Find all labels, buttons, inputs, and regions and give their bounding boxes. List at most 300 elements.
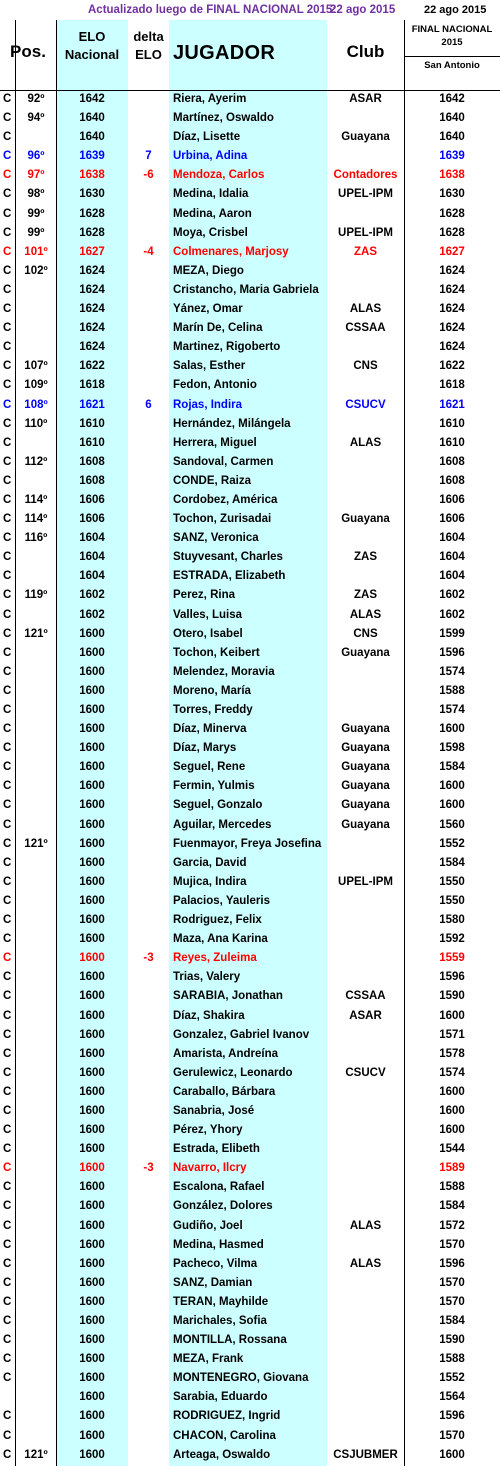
table-row xyxy=(0,930,500,949)
row-flag: C xyxy=(3,1429,12,1442)
row-elo: 1600 xyxy=(79,780,105,793)
table-row xyxy=(0,796,500,815)
table-row xyxy=(0,758,500,777)
row-player-name: Garcia, David xyxy=(173,856,247,869)
row-position: 110º xyxy=(24,417,48,430)
row-elo: 1606 xyxy=(79,513,105,526)
row-position: 114º xyxy=(24,513,48,526)
table-row xyxy=(0,586,500,605)
row-player-name: Aguilar, Mercedes xyxy=(173,818,272,831)
table-row xyxy=(0,166,500,185)
row-final-elo: 1552 xyxy=(439,837,465,850)
row-flag: C xyxy=(3,570,12,583)
table-row xyxy=(0,472,500,491)
row-player-name: Gudiño, Joel xyxy=(173,1219,243,1232)
row-player-name: Martinez, Rigoberto xyxy=(173,341,281,354)
table-row xyxy=(0,1293,500,1312)
row-flag: C xyxy=(3,933,12,946)
row-final-elo: 1621 xyxy=(439,398,465,411)
row-flag: C xyxy=(3,1353,12,1366)
row-club: Contadores xyxy=(333,169,398,182)
table-row xyxy=(0,1102,500,1121)
row-elo: 1604 xyxy=(79,570,105,583)
row-final-elo: 1588 xyxy=(439,684,465,697)
table-row xyxy=(0,835,500,854)
row-final-elo: 1624 xyxy=(439,303,465,316)
row-final-elo: 1600 xyxy=(439,1124,465,1137)
header-delta-line1: delta xyxy=(133,29,164,44)
row-flag: C xyxy=(3,818,12,831)
row-final-elo: 1552 xyxy=(439,1372,465,1385)
table-row xyxy=(0,1159,500,1178)
row-club: Guayana xyxy=(341,723,390,736)
row-elo: 1600 xyxy=(79,1143,105,1156)
row-flag: C xyxy=(3,1315,12,1327)
row-flag: C xyxy=(3,627,12,640)
row-flag: C xyxy=(3,1047,12,1060)
table-row xyxy=(0,1369,500,1388)
row-player-name: Torres, Freddy xyxy=(173,704,253,716)
table-row xyxy=(0,911,500,930)
update-date: 22 ago 2015 xyxy=(330,4,396,16)
table-row xyxy=(0,854,500,873)
table-row xyxy=(0,185,500,204)
row-player-name: Trias, Valery xyxy=(173,971,241,984)
row-final-elo: 1580 xyxy=(439,914,465,927)
table-row xyxy=(0,453,500,472)
row-final-elo: 1596 xyxy=(439,646,465,659)
table-row xyxy=(0,644,500,663)
row-player-name: Medina, Idalia xyxy=(173,188,249,201)
table-row xyxy=(0,701,500,720)
row-final-elo: 1592 xyxy=(439,933,465,946)
row-final-elo: 1622 xyxy=(439,360,465,373)
table-row xyxy=(0,128,500,147)
row-player-name: CONDE, Raiza xyxy=(173,474,251,487)
row-delta-elo: 6 xyxy=(145,398,152,411)
row-player-name: MEZA, Frank xyxy=(173,1353,244,1366)
row-flag: C xyxy=(3,455,12,468)
row-position: 109º xyxy=(24,379,48,392)
row-flag: C xyxy=(3,188,12,201)
row-flag: C xyxy=(3,226,12,239)
row-position: 107º xyxy=(24,360,48,373)
row-player-name: Díaz, Minerva xyxy=(173,723,247,736)
row-final-elo: 1571 xyxy=(439,1028,465,1041)
row-final-elo: 1574 xyxy=(439,1066,465,1079)
row-player-name: MEZA, Diego xyxy=(173,264,244,277)
row-final-elo: 1606 xyxy=(439,513,465,526)
row-flag: C xyxy=(3,1104,12,1117)
row-final-elo: 1628 xyxy=(439,207,465,220)
row-final-elo: 1610 xyxy=(439,436,465,449)
row-final-elo: 1584 xyxy=(439,1315,465,1327)
row-delta-elo: -6 xyxy=(143,169,154,182)
row-player-name: Perez, Rina xyxy=(173,589,235,602)
header-final-line2: 2015 xyxy=(441,37,463,48)
row-final-elo: 1608 xyxy=(439,474,465,487)
row-flag: C xyxy=(3,608,12,621)
row-player-name: Martínez, Oswaldo xyxy=(173,112,274,125)
row-flag: C xyxy=(3,875,12,888)
table-row xyxy=(0,663,500,682)
row-player-name: Urbina, Adina xyxy=(173,150,248,163)
row-elo: 1610 xyxy=(79,436,105,449)
row-club: Guayana xyxy=(341,646,390,659)
row-club: Guayana xyxy=(341,818,390,831)
row-final-elo: 1564 xyxy=(439,1391,465,1404)
row-elo: 1600 xyxy=(79,646,105,659)
row-final-elo: 1572 xyxy=(439,1219,465,1232)
row-position: 97º xyxy=(27,169,45,182)
row-position: 116º xyxy=(24,532,48,545)
row-final-elo: 1570 xyxy=(439,1276,465,1289)
row-club: CSUCV xyxy=(345,1066,386,1079)
row-elo: 1600 xyxy=(79,1124,105,1137)
row-flag: C xyxy=(3,493,12,506)
table-row xyxy=(0,1427,500,1446)
row-final-elo: 1589 xyxy=(439,1162,465,1175)
row-elo: 1600 xyxy=(79,742,105,755)
row-elo: 1600 xyxy=(79,875,105,888)
row-player-name: Seguel, Gonzalo xyxy=(173,799,263,812)
table-row xyxy=(0,262,500,281)
row-club: UPEL-IPM xyxy=(338,226,393,239)
row-elo: 1600 xyxy=(79,1276,105,1289)
header-elo-line2: Nacional xyxy=(64,47,120,62)
table-row xyxy=(0,1197,500,1216)
row-position: 121º xyxy=(24,837,48,850)
row-final-elo: 1588 xyxy=(439,1181,465,1194)
row-flag: C xyxy=(3,1124,12,1137)
row-final-elo: 1628 xyxy=(439,226,465,239)
row-elo: 1600 xyxy=(79,952,105,965)
row-player-name: Rojas, Indira xyxy=(173,398,243,411)
row-elo: 1622 xyxy=(79,360,105,373)
row-club: ZAS xyxy=(354,551,377,564)
row-elo: 1600 xyxy=(79,665,105,678)
table-row xyxy=(0,300,500,319)
row-club: ALAS xyxy=(349,436,382,449)
row-delta-elo: -4 xyxy=(143,245,154,258)
row-elo: 1600 xyxy=(79,914,105,927)
table-row xyxy=(0,987,500,1006)
row-flag: C xyxy=(3,742,12,755)
row-flag: C xyxy=(3,150,12,163)
row-player-name: Mendoza, Carlos xyxy=(173,169,265,182)
table-row xyxy=(0,892,500,911)
row-club: CSSAA xyxy=(345,322,386,335)
row-elo: 1628 xyxy=(79,226,105,239)
row-final-elo: 1596 xyxy=(439,971,465,984)
row-player-name: SANZ, Veronica xyxy=(173,532,259,545)
row-flag: C xyxy=(3,1276,12,1289)
row-flag: C xyxy=(3,971,12,984)
row-player-name: Pérez, Yhory xyxy=(173,1124,243,1137)
row-elo: 1600 xyxy=(79,1334,105,1347)
row-flag: C xyxy=(3,513,12,526)
table-row xyxy=(0,1140,500,1159)
row-player-name: Salas, Esther xyxy=(173,360,246,373)
header-delta xyxy=(128,20,169,98)
row-player-name: Riera, Ayerim xyxy=(173,93,247,105)
row-club: UPEL-IPM xyxy=(338,875,393,888)
row-position: 121º xyxy=(24,1448,48,1461)
row-elo: 1602 xyxy=(79,608,105,621)
row-final-elo: 1608 xyxy=(439,455,465,468)
row-delta-elo: -3 xyxy=(143,952,154,965)
header-final-sub: San Antonio xyxy=(424,60,480,71)
ranking-table xyxy=(0,90,500,1465)
table-row xyxy=(0,1350,500,1369)
row-final-elo: 1544 xyxy=(439,1143,465,1156)
row-elo: 1600 xyxy=(79,761,105,774)
row-player-name: Stuyvesant, Charles xyxy=(173,551,283,564)
row-elo: 1600 xyxy=(79,1238,105,1251)
row-club: CNS xyxy=(353,360,378,373)
row-player-name: Arteaga, Oswaldo xyxy=(173,1448,271,1461)
row-final-elo: 1600 xyxy=(439,1009,465,1022)
row-player-name: Navarro, Ilcry xyxy=(173,1162,247,1175)
row-final-elo: 1600 xyxy=(439,1104,465,1117)
row-final-elo: 1606 xyxy=(439,493,465,506)
row-flag: C xyxy=(3,322,12,335)
row-player-name: Fuenmayor, Freya Josefina xyxy=(173,837,322,850)
table-row xyxy=(0,1083,500,1102)
row-elo: 1627 xyxy=(79,245,105,258)
row-player-name: Cordobez, América xyxy=(173,493,278,506)
row-player-name: Yánez, Omar xyxy=(173,303,243,316)
row-flag: C xyxy=(3,264,12,277)
row-final-elo: 1640 xyxy=(439,112,465,125)
row-flag: C xyxy=(3,341,12,354)
row-flag: C xyxy=(3,856,12,869)
row-elo: 1600 xyxy=(79,1391,105,1404)
row-elo: 1600 xyxy=(79,799,105,812)
row-final-elo: 1630 xyxy=(439,188,465,201)
row-elo: 1600 xyxy=(79,684,105,697)
row-flag: C xyxy=(3,1066,12,1079)
row-player-name: CHACON, Carolina xyxy=(173,1429,276,1442)
row-flag: C xyxy=(3,169,12,182)
row-club: CNS xyxy=(353,627,378,640)
row-elo: 1624 xyxy=(79,264,105,277)
row-final-elo: 1570 xyxy=(439,1295,465,1308)
row-final-elo: 1600 xyxy=(439,1448,465,1461)
row-player-name: Colmenares, Marjosy xyxy=(173,245,289,258)
row-club: ALAS xyxy=(349,1219,382,1232)
row-player-name: Maza, Ana Karina xyxy=(173,933,268,946)
row-position: 99º xyxy=(27,207,45,220)
row-player-name: MONTILLA, Rossana xyxy=(173,1334,287,1347)
row-final-elo: 1588 xyxy=(439,1353,465,1366)
row-elo: 1624 xyxy=(79,283,105,296)
table-row xyxy=(0,739,500,758)
row-flag: C xyxy=(3,914,12,927)
table-row xyxy=(0,777,500,796)
row-elo: 1600 xyxy=(79,837,105,850)
row-final-elo: 1550 xyxy=(439,894,465,907)
row-player-name: Sarabia, Eduardo xyxy=(173,1391,268,1404)
row-elo: 1600 xyxy=(79,1200,105,1213)
row-club: CSSAA xyxy=(345,990,386,1003)
row-flag: C xyxy=(3,1334,12,1347)
row-player-name: Rodriguez, Felix xyxy=(173,914,262,927)
table-row xyxy=(0,281,500,300)
row-flag: C xyxy=(3,436,12,449)
row-delta-elo: 7 xyxy=(145,150,152,163)
table-row xyxy=(0,205,500,224)
row-elo: 1608 xyxy=(79,474,105,487)
row-delta-elo: -3 xyxy=(143,1162,154,1175)
row-final-elo: 1640 xyxy=(439,131,465,144)
row-elo: 1600 xyxy=(79,1162,105,1175)
row-elo: 1604 xyxy=(79,551,105,564)
row-final-elo: 1596 xyxy=(439,1257,465,1270)
row-player-name: Otero, Isabel xyxy=(173,627,243,640)
row-player-name: SANZ, Damian xyxy=(173,1276,253,1289)
table-row xyxy=(0,109,500,128)
row-final-elo: 1578 xyxy=(439,1047,465,1060)
row-final-elo: 1598 xyxy=(439,742,465,755)
row-flag: C xyxy=(3,93,12,105)
final-date: 22 ago 2015 xyxy=(424,4,487,16)
row-elo: 1600 xyxy=(79,1448,105,1461)
row-flag: C xyxy=(3,207,12,220)
header-club: Club xyxy=(346,42,385,61)
row-elo: 1604 xyxy=(79,532,105,545)
row-elo: 1610 xyxy=(79,417,105,430)
row-elo: 1600 xyxy=(79,990,105,1003)
table-row xyxy=(0,1312,500,1331)
row-player-name: Moya, Crisbel xyxy=(173,226,248,239)
row-elo: 1600 xyxy=(79,1315,105,1327)
table-row xyxy=(0,548,500,567)
row-player-name: Cristancho, Maria Gabriela xyxy=(173,283,319,296)
row-final-elo: 1624 xyxy=(439,341,465,354)
row-club: ASAR xyxy=(349,93,382,105)
row-position: 119º xyxy=(24,589,48,602)
table-row xyxy=(0,816,500,835)
table-row xyxy=(0,243,500,262)
row-flag: C xyxy=(3,1162,12,1175)
table-row xyxy=(0,1446,500,1465)
header-final-line1: FINAL NACIONAL xyxy=(411,24,493,35)
row-final-elo: 1600 xyxy=(439,723,465,736)
row-final-elo: 1610 xyxy=(439,417,465,430)
table-row xyxy=(0,567,500,586)
header-jugador: JUGADOR xyxy=(173,42,276,64)
row-position: 92º xyxy=(27,93,45,105)
row-club: UPEL-IPM xyxy=(338,188,393,201)
row-position: 108º xyxy=(24,398,48,411)
row-player-name: Estrada, Elibeth xyxy=(173,1143,260,1156)
row-player-name: Mujica, Indira xyxy=(173,875,247,888)
row-flag: C xyxy=(3,417,12,430)
table-row xyxy=(0,873,500,892)
row-flag: C xyxy=(3,799,12,812)
row-player-name: Fedon, Antonio xyxy=(173,379,257,392)
row-player-name: SARABIA, Jonathan xyxy=(173,990,283,1003)
row-elo: 1600 xyxy=(79,723,105,736)
row-elo: 1608 xyxy=(79,455,105,468)
row-flag: C xyxy=(3,894,12,907)
row-player-name: ESTRADA, Elizabeth xyxy=(173,570,286,583)
row-player-name: Pacheco, Vilma xyxy=(173,1257,258,1270)
table-row xyxy=(0,1217,500,1236)
table-row xyxy=(0,1121,500,1140)
row-position: 114º xyxy=(24,493,48,506)
header-final-divider xyxy=(404,56,500,57)
row-player-name: Díaz, Shakira xyxy=(173,1009,245,1022)
row-elo: 1600 xyxy=(79,1104,105,1117)
row-final-elo: 1602 xyxy=(439,589,465,602)
row-elo: 1600 xyxy=(79,1372,105,1385)
table-row xyxy=(0,1255,500,1274)
row-final-elo: 1570 xyxy=(439,1238,465,1251)
row-final-elo: 1596 xyxy=(439,1410,465,1423)
update-title: Actualizado luego de FINAL NACIONAL 2015: xyxy=(88,4,337,16)
row-flag: C xyxy=(3,131,12,144)
table-row xyxy=(0,434,500,453)
row-club: Guayana xyxy=(341,513,390,526)
table-row xyxy=(0,319,500,338)
row-flag: C xyxy=(3,1257,12,1270)
header-elo xyxy=(56,20,128,98)
row-final-elo: 1604 xyxy=(439,532,465,545)
row-club: ALAS xyxy=(349,303,382,316)
row-player-name: Tochon, Keibert xyxy=(173,646,260,659)
row-player-name: Escalona, Rafael xyxy=(173,1181,265,1194)
row-final-elo: 1604 xyxy=(439,570,465,583)
table-row xyxy=(0,1007,500,1026)
row-player-name: Marín De, Celina xyxy=(173,322,263,335)
row-flag: C xyxy=(3,1448,12,1461)
table-row xyxy=(0,1178,500,1197)
row-player-name: MONTENEGRO, Giovana xyxy=(173,1372,309,1385)
row-club: ASAR xyxy=(349,1009,382,1022)
row-club: Guayana xyxy=(341,780,390,793)
row-elo: 1600 xyxy=(79,1066,105,1079)
row-flag: C xyxy=(3,780,12,793)
row-elo: 1600 xyxy=(79,1353,105,1366)
table-row xyxy=(0,357,500,376)
row-elo: 1638 xyxy=(79,169,105,182)
row-flag: C xyxy=(3,1085,12,1098)
row-final-elo: 1560 xyxy=(439,818,465,831)
row-flag: C xyxy=(3,990,12,1003)
row-player-name: Hernández, Milángela xyxy=(173,417,291,430)
row-club: ZAS xyxy=(354,245,377,258)
row-elo: 1600 xyxy=(79,856,105,869)
row-elo: 1606 xyxy=(79,493,105,506)
row-flag: C xyxy=(3,112,12,125)
header-elo-line1: ELO xyxy=(78,29,106,44)
row-player-name: Valles, Luisa xyxy=(173,608,243,621)
row-final-elo: 1618 xyxy=(439,379,465,392)
row-club: Guayana xyxy=(341,761,390,774)
table-row xyxy=(0,1236,500,1255)
row-flag: C xyxy=(3,1372,12,1385)
row-player-name: RODRIGUEZ, Ingrid xyxy=(173,1410,281,1423)
header-pos: Pos. xyxy=(10,42,46,61)
row-player-name: TERAN, Mayhilde xyxy=(173,1295,269,1308)
row-flag: C xyxy=(3,283,12,296)
row-position: 99º xyxy=(27,226,45,239)
row-club: CSJUBMER xyxy=(333,1448,398,1461)
table-row xyxy=(0,510,500,529)
row-player-name: Melendez, Moravia xyxy=(173,665,275,678)
